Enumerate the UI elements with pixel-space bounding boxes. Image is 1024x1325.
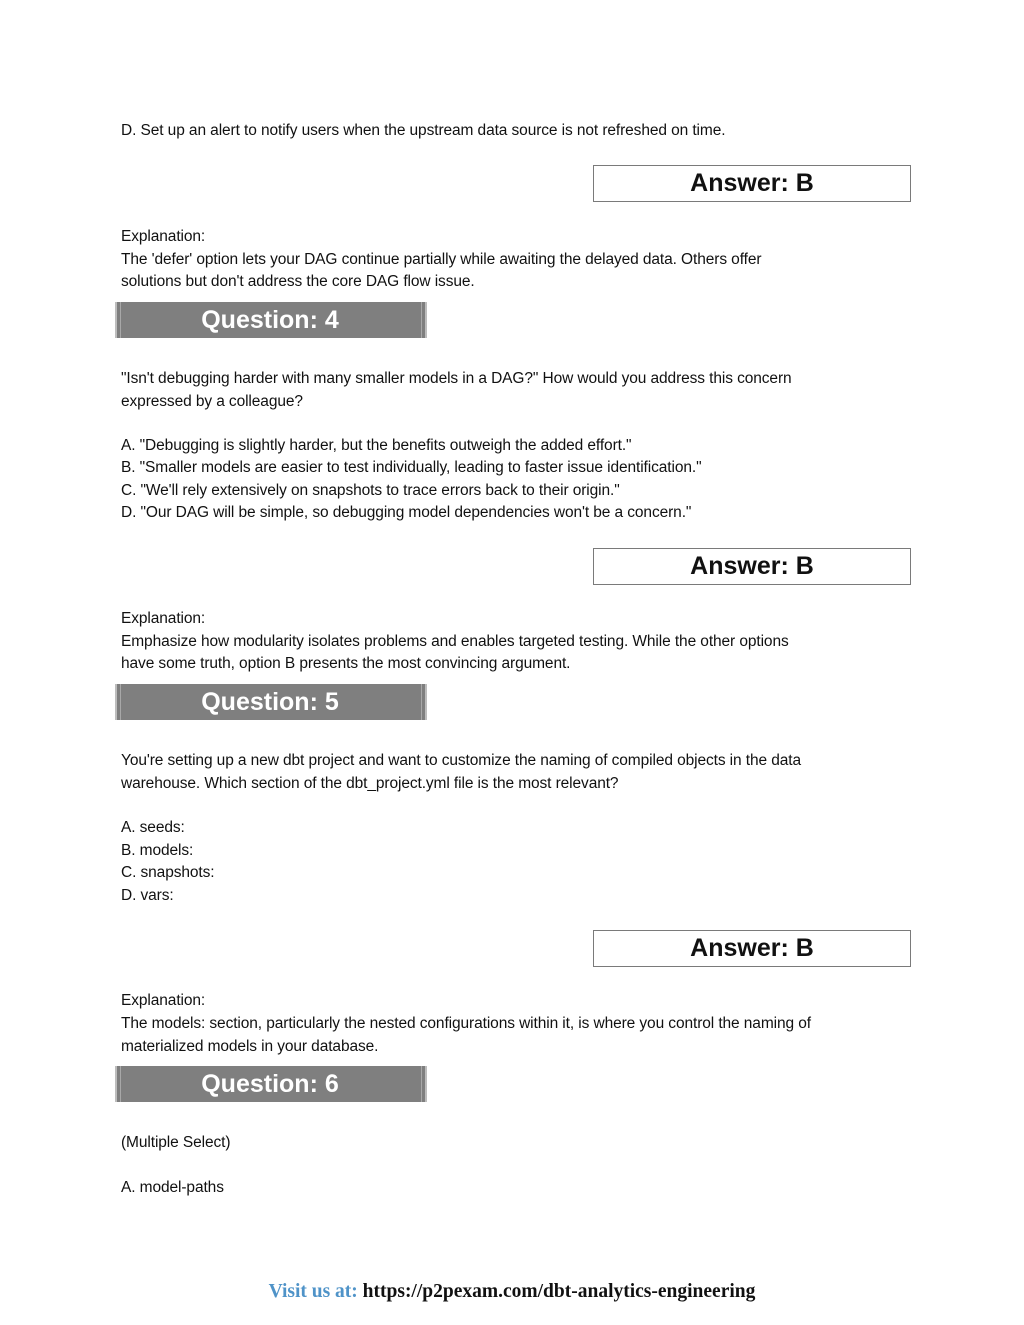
- explanation-line: The 'defer' option lets your DAG continue partially while awaiting the delayed data. Others offer: [121, 251, 762, 268]
- answer-box: [593, 930, 911, 967]
- question-prompt: (Multiple Select): [121, 1134, 231, 1151]
- explanation-label: Explanation:: [121, 228, 206, 245]
- option-c: C. "We'll rely extensively on snapshots to trace errors back to their origin.": [121, 482, 620, 499]
- answer-label: Answer: B: [690, 552, 814, 580]
- question-prompt: You're setting up a new dbt project and want to customize the naming of compiled objects in the data: [121, 752, 801, 769]
- footer: [0, 1281, 1024, 1303]
- question-prompt: expressed by a colleague?: [121, 393, 303, 410]
- explanation-label: Explanation:: [121, 992, 206, 1009]
- option-d: D. Set up an alert to notify users when the upstream data source is not refreshed on time.: [121, 122, 726, 139]
- question-title: Question: 4: [201, 305, 339, 334]
- explanation-line: solutions but don't address the core DAG flow issue.: [121, 273, 475, 290]
- explanation-line: have some truth, option B presents the most convincing argument.: [121, 655, 571, 672]
- option-d: D. "Our DAG will be simple, so debugging model dependencies won't be a concern.": [121, 504, 692, 521]
- option-c: C. snapshots:: [121, 864, 215, 881]
- answer-label: Answer: B: [690, 169, 814, 197]
- option-b: B. "Smaller models are easier to test individually, leading to faster issue identification.": [121, 459, 702, 476]
- explanation-line: Emphasize how modularity isolates problems and enables targeted testing. While the other options: [121, 633, 789, 650]
- footer-url-link[interactable]: https://p2pexam.com/dbt-analytics-engineering: [362, 1281, 756, 1302]
- option-a: A. model-paths: [121, 1179, 224, 1196]
- answer-box: [593, 165, 911, 202]
- answer-box: [593, 548, 911, 585]
- answer-label: Answer: B: [690, 934, 814, 962]
- explanation-line: The models: section, particularly the nested configurations within it, is where you control the naming of: [121, 1015, 811, 1032]
- footer-label: Visit us at:: [268, 1281, 358, 1302]
- option-b: B. models:: [121, 842, 194, 859]
- question-title: Question: 5: [201, 687, 339, 716]
- question-title: Question: 6: [201, 1069, 339, 1098]
- question-banner: [115, 302, 427, 338]
- explanation-line: materialized models in your database.: [121, 1038, 379, 1055]
- question-prompt: "Isn't debugging harder with many smaller models in a DAG?" How would you address this concern: [121, 370, 792, 387]
- question-prompt: warehouse. Which section of the dbt_project.yml file is the most relevant?: [121, 775, 619, 792]
- question-banner: [115, 684, 427, 720]
- explanation-label: Explanation:: [121, 610, 206, 627]
- option-a: A. "Debugging is slightly harder, but the benefits outweigh the added effort.": [121, 437, 632, 454]
- question-banner: [115, 1066, 427, 1102]
- option-a: A. seeds:: [121, 819, 185, 836]
- option-d: D. vars:: [121, 887, 174, 904]
